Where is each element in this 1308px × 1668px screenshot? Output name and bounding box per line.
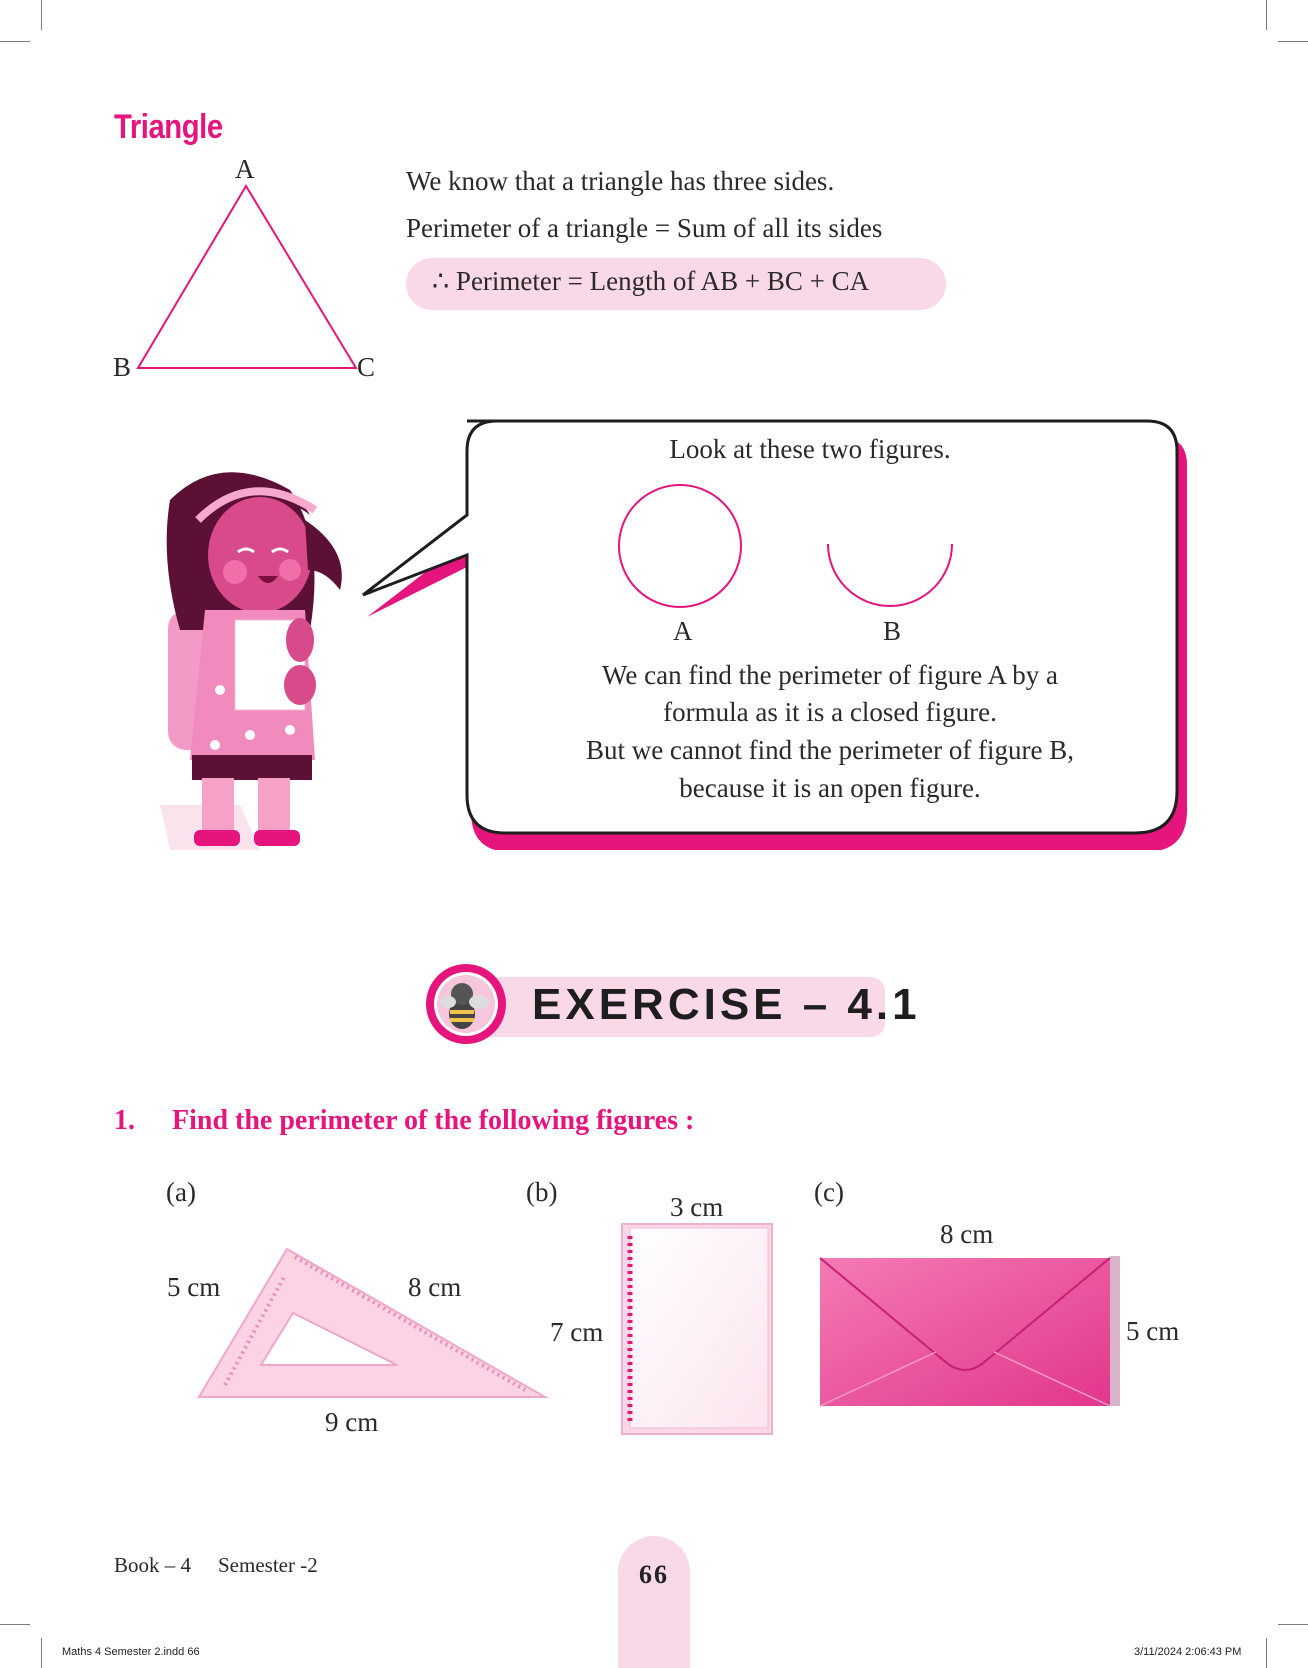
question-text: Find the perimeter of the following figures : — [172, 1105, 695, 1136]
crop-mark — [1266, 0, 1267, 30]
bubble-line-3: But we cannot find the perimeter of figure B, — [585, 735, 1075, 765]
figure-b-label: (b) — [526, 1177, 558, 1207]
figure-c-top-side: 8 cm — [940, 1219, 994, 1249]
page-number: 66 — [639, 1560, 669, 1589]
figure-a-left-side: 5 cm — [167, 1272, 221, 1302]
closed-circle-figure — [614, 480, 746, 612]
bubble-line-2: formula as it is a closed figure. — [663, 697, 997, 727]
figure-b-label: B — [883, 616, 902, 646]
vertex-b-label: B — [113, 352, 132, 382]
crop-mark — [41, 0, 42, 30]
exercise-title: EXERCISE – 4.1 — [532, 980, 921, 1029]
set-square-figure — [195, 1245, 550, 1405]
girl-illustration — [150, 460, 390, 860]
triangle-diagram — [130, 180, 360, 380]
open-arc-figure — [824, 540, 956, 612]
intro-line-2: Perimeter of a triangle = Sum of all its sides — [406, 213, 883, 243]
crop-mark — [1278, 41, 1308, 42]
perimeter-formula: ∴ Perimeter = Length of AB + BC + CA — [432, 266, 870, 296]
notepad-figure — [620, 1222, 774, 1436]
footer-book: Book – 4 — [114, 1553, 192, 1577]
bubble-line-4: because it is an open figure. — [679, 773, 981, 803]
bubble-heading: Look at these two figures. — [669, 434, 951, 464]
crop-mark — [41, 1638, 42, 1668]
figure-a-label: (a) — [166, 1177, 196, 1207]
vertex-a-label: A — [235, 154, 255, 184]
footer-semester: Semester -2 — [218, 1553, 318, 1577]
crop-mark — [0, 1624, 30, 1625]
figure-c-label: (c) — [814, 1177, 844, 1207]
question-number: 1. — [114, 1105, 135, 1136]
slug-date: 3/11/2024 2:06:43 PM — [1134, 1646, 1242, 1658]
figure-a-bottom-side: 9 cm — [325, 1407, 379, 1437]
bee-icon — [424, 962, 508, 1046]
crop-mark — [1266, 1638, 1267, 1668]
figure-b-top-side: 3 cm — [670, 1192, 724, 1222]
figure-b-left-side: 7 cm — [550, 1317, 604, 1347]
slug-file: Maths 4 Semester 2.indd 66 — [62, 1646, 200, 1658]
figure-c-right-side: 5 cm — [1126, 1316, 1180, 1346]
envelope-figure — [818, 1256, 1122, 1408]
crop-mark — [1278, 1624, 1308, 1625]
figure-a-right-side: 8 cm — [408, 1272, 462, 1302]
figure-a-label: A — [673, 616, 693, 646]
crop-mark — [0, 41, 30, 42]
section-heading: Triangle — [114, 108, 223, 146]
bubble-line-1: We can find the perimeter of figure A by a — [602, 660, 1058, 690]
vertex-c-label: C — [357, 352, 376, 382]
intro-line-1: We know that a triangle has three sides. — [406, 166, 835, 196]
page-number-tab — [618, 1536, 690, 1668]
